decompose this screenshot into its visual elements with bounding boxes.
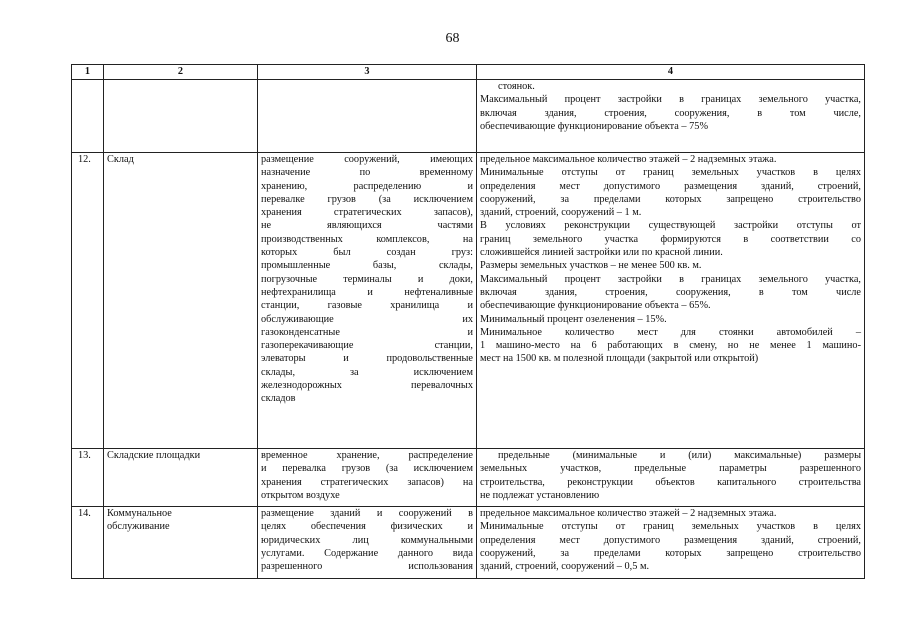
- text-line: определения мест допустимого размещения зданий, строений,: [480, 180, 861, 192]
- text-line: временное хранение, распределение: [261, 450, 473, 461]
- text-line: стоянок.: [498, 81, 535, 92]
- text-line: сооружений, за пределами которых запрещено строительство: [480, 193, 861, 205]
- row-name: Складские площадки: [104, 449, 258, 507]
- text-line: производственных комплексов, на: [261, 233, 473, 245]
- text-line: обеспечивающие функционирование объекта – 75%: [480, 120, 709, 132]
- text-line: сооружений, за пределами которых запрещено строительство: [480, 547, 861, 559]
- row-description: [258, 507, 477, 579]
- text-line: целях обеспечения физических и: [261, 521, 473, 533]
- text-line: юридических лиц коммунальными: [261, 534, 473, 546]
- text-line: В условиях реконструкции существующей застройки отступы от: [480, 220, 861, 232]
- text-line: газоперекачивающие станции,: [261, 340, 473, 352]
- continuation-row: [72, 80, 865, 153]
- table-row: [72, 507, 865, 579]
- text-line: Минимальный процент озеленения – 15%.: [480, 313, 667, 325]
- text-line: Минимальные отступы от границ земельных участков в целях: [480, 167, 861, 179]
- text-line: обслуживающие их: [261, 313, 473, 325]
- row-number: 14.: [72, 507, 104, 579]
- text-line: строительства, реконструкции объектов капитального строительства: [480, 476, 861, 488]
- text-line: зданий, строений, сооружений – 0,5 м.: [480, 561, 650, 573]
- text-line: разрешенного использования: [261, 561, 473, 573]
- row-number: 13.: [72, 449, 104, 507]
- text-line: услугами. Содержание данного вида: [261, 547, 473, 559]
- text-line: Минимальное количество мест для стоянки автомобилей –: [480, 326, 861, 338]
- text-line: нефтехранилища и нефтеналивные: [261, 286, 473, 298]
- text-line: хранения стратегических запасов),: [261, 207, 473, 219]
- text-line: включая здания, строения, сооружения, в том числе: [480, 286, 861, 298]
- row-name: [104, 507, 258, 579]
- text-line: назначение по временному: [261, 167, 473, 179]
- text-line: не являющихся частями: [261, 220, 473, 232]
- row-description: [258, 449, 477, 507]
- text-line: мест на 1500 кв. м полезной площади (закрытой или открытой): [480, 353, 759, 365]
- text-line: обеспечивающие функционирование объекта – 65%.: [480, 300, 711, 312]
- text-line: железнодорожных перевалочных: [261, 380, 473, 392]
- row-parameters: [477, 153, 865, 449]
- cont-cell-1: [72, 80, 104, 153]
- text-line: предельное максимальное количество этажей – 2 надземных этажа.: [480, 508, 777, 519]
- text-line: которых был создан груз:: [261, 247, 473, 259]
- table-header-row: [72, 65, 865, 80]
- text-line: определения мест допустимого размещения зданий, строений,: [480, 534, 861, 546]
- header-col-4: 4: [477, 65, 865, 80]
- text-line: хранению, распределению и: [261, 180, 473, 192]
- text-line: земельных участков, предельные параметры разрешенного: [480, 463, 861, 475]
- text-line: погрузочные терминалы и доки,: [261, 273, 473, 285]
- text-line: зданий, строений, сооружений – 1 м.: [480, 207, 642, 219]
- text-line: предельные (минимальные и (или) максимальные) размеры: [498, 450, 861, 461]
- text-line: станции, газовые хранилища и: [261, 300, 473, 312]
- text-line: Размеры земельных участков – не менее 500 кв. м.: [480, 260, 702, 272]
- text-line: перевалке грузов (за исключением: [261, 193, 473, 205]
- row-name: Склад: [104, 153, 258, 449]
- text-line: включая здания, строения, сооружения, в том числе,: [480, 107, 861, 119]
- text-line: Максимальный процент застройки в границах земельного участка,: [480, 273, 861, 285]
- row-parameters: [477, 507, 865, 579]
- text-line: складов: [261, 393, 296, 405]
- header-col-2: 2: [104, 65, 258, 80]
- row-number: 12.: [72, 153, 104, 449]
- text-line: Максимальный процент застройки в границах земельного участка,: [480, 94, 861, 106]
- text-line: и перевалка грузов (за исключением: [261, 463, 473, 475]
- text-line: предельное максимальное количество этажей – 2 надземных этажа.: [480, 154, 777, 165]
- cont-cell-2: [104, 80, 258, 153]
- header-col-3: 3: [258, 65, 477, 80]
- text-line: обслуживание: [107, 521, 170, 533]
- text-line: склады, за исключением: [261, 366, 473, 378]
- header-col-1: 1: [72, 65, 104, 80]
- text-line: не подлежат установлению: [480, 489, 600, 501]
- text-line: размещение зданий и сооружений в: [261, 508, 473, 519]
- row-description: [258, 153, 477, 449]
- text-line: размещение сооружений, имеющих: [261, 154, 473, 165]
- page-number: 68: [445, 31, 460, 46]
- table-row: [72, 449, 865, 507]
- row-parameters: [477, 449, 865, 507]
- table-row: [72, 153, 865, 449]
- text-line: открытом воздухе: [261, 489, 340, 501]
- text-line: 1 машино-место на 6 работающих в смену, но не менее 1 машино-: [480, 340, 861, 352]
- text-line: элеваторы и продовольственные: [261, 353, 473, 365]
- text-line: сложившейся линией застройки или по красной линии.: [480, 247, 723, 259]
- text-line: хранения стратегических запасов) на: [261, 476, 473, 488]
- text-line: газоконденсатные и: [261, 326, 473, 338]
- text-line: Минимальные отступы от границ земельных участков в целях: [480, 521, 861, 533]
- cont-cell-4: [477, 80, 865, 153]
- cont-cell-3: [258, 80, 477, 153]
- regulations-table: [71, 64, 865, 579]
- text-line: промышленные базы, склады,: [261, 260, 473, 272]
- text-line: Коммунальное: [107, 508, 172, 519]
- text-line: границ земельного участка формируются в соответствии со: [480, 233, 861, 245]
